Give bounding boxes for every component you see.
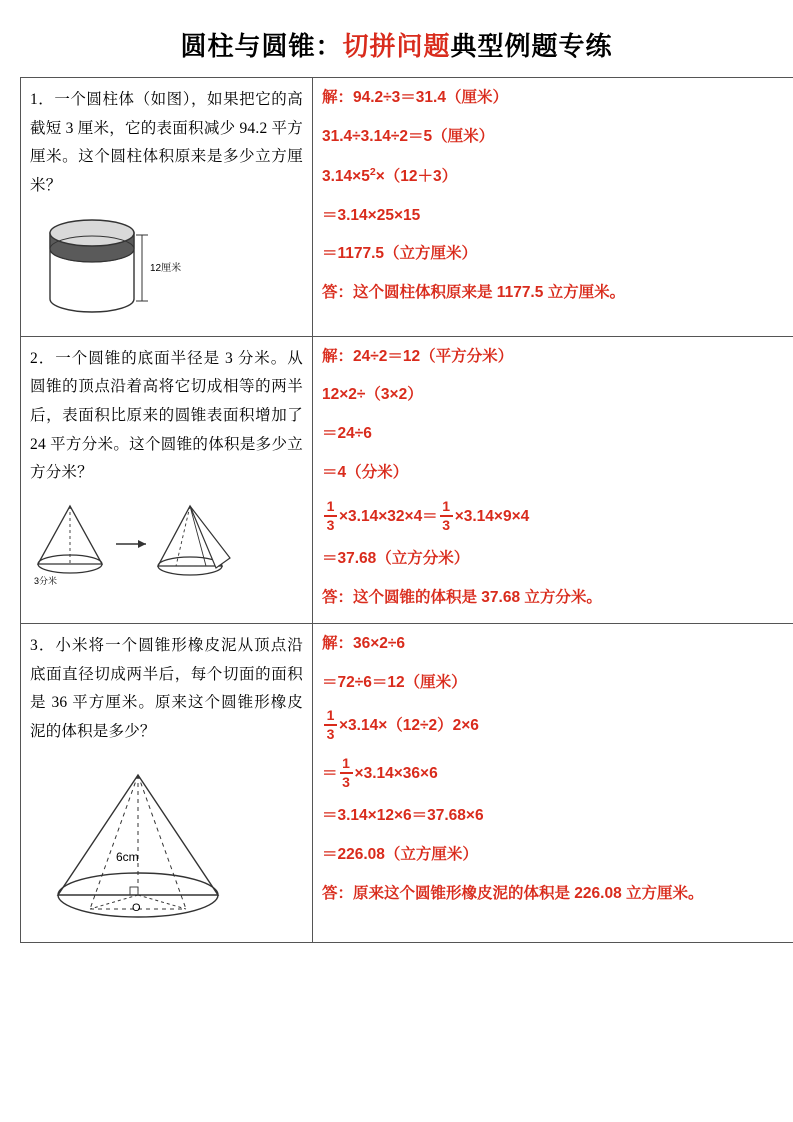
- table-row: [21, 336, 793, 623]
- solution-line: 解：94.2÷3＝31.4（厘米）: [322, 89, 508, 106]
- solution-answer: 答：这个圆锥的体积是 37.68 立方分米。: [322, 589, 602, 607]
- solution-line: 解：24÷2＝12（平方分米）: [322, 347, 514, 365]
- solution-1: [322, 86, 793, 306]
- title-accent: 切拼问题: [342, 32, 451, 61]
- solution-line: ＝37.68（立方分米）: [322, 550, 470, 568]
- question-cell-3: [21, 623, 313, 942]
- solution-answer: 答：原来这个圆锥形橡皮泥的体积是 226.08 立方厘米。: [322, 884, 704, 902]
- answer-cell-1: [313, 78, 793, 337]
- answer-cell-3: [313, 623, 793, 942]
- solution-line: $3.14\times 5^2\times(12+3)$: [322, 165, 458, 185]
- problems-table: [20, 77, 793, 943]
- solution-line: 12×2÷（3×2）: [322, 386, 423, 404]
- solution-line: ＝226.08（立方厘米）: [322, 845, 478, 863]
- question-cell-2: [21, 336, 313, 623]
- cylinder-height-label: 12厘米: [150, 262, 182, 274]
- fraction-one-third: $\frac{1}{3}$: [324, 499, 337, 532]
- solution-line: 解：36×2÷6: [322, 634, 406, 652]
- question-text-3: 3．小米将一个圆锥形橡皮泥从顶点沿底面直径切成两半后，每个切面的面积是 36 平方厘米。原来这个圆锥形橡皮泥的体积是多少？: [30, 636, 303, 740]
- solution-line: ＝4（分米）: [322, 464, 409, 482]
- solution-line: ＝3.14×12×6＝37.68×6: [322, 807, 484, 825]
- table-row: [21, 78, 793, 337]
- solution-line: ＝1177.5（立方厘米）: [322, 245, 478, 263]
- question-cell-1: [21, 78, 313, 337]
- solution-line: $\frac{1}{3}$ ×3.14×32×4＝ $\frac{1}{3}$ ×3.14×9×4: [322, 500, 793, 533]
- cone-base-label: 3分米: [34, 576, 58, 587]
- answer-cell-2: [313, 336, 793, 623]
- solution-line: $\frac{1}{3}$ ×3.14×（12÷2）2×6: [322, 709, 793, 742]
- cone-figure: [30, 757, 303, 932]
- cone-split-figure: [30, 498, 303, 593]
- solution-line: ＝24÷6: [322, 425, 372, 443]
- title-part2: 典型例题专练: [450, 32, 613, 61]
- solution-line: ＝3.14×25×15: [322, 206, 421, 224]
- fraction-one-third: $\frac{1}{3}$: [340, 756, 353, 789]
- fraction-one-third: $\frac{1}{3}$: [440, 499, 453, 532]
- solution-line: ＝72÷6＝12（厘米）: [322, 673, 467, 691]
- question-text-2: 2．一个圆锥的底面半径是 3 分米。从圆锥的顶点沿着高将它切成相等的两半后，表面积比原来的圆锥表面积增加了 24 平方分米。这个圆锥的体积是多少立方分米？: [30, 349, 303, 482]
- solution-2: [322, 345, 793, 611]
- solution-line: 31.4÷3.14÷2＝5（厘米）: [322, 127, 495, 145]
- table-row: [21, 623, 793, 942]
- solution-3: [322, 632, 793, 907]
- solution-line: ＝ $\frac{1}{3}$ ×3.14×36×6: [322, 754, 438, 790]
- question-text-1: 1．一个圆柱体（如图），如果把它的高截短 3 厘米，它的表面积减少 94.2 平方厘米。这个圆柱体积原来是多少立方厘米？: [30, 91, 303, 195]
- fraction-one-third: $\frac{1}{3}$: [324, 708, 337, 741]
- solution-answer: 答：这个圆柱体积原来是 1177.5 立方厘米。: [322, 284, 626, 302]
- cylinder-figure: [30, 211, 303, 326]
- cone-height-label: 6cm: [116, 849, 139, 864]
- cone-center-label: O: [132, 901, 141, 914]
- title-part1: 圆柱与圆锥：: [180, 32, 343, 61]
- page-title: [20, 26, 773, 63]
